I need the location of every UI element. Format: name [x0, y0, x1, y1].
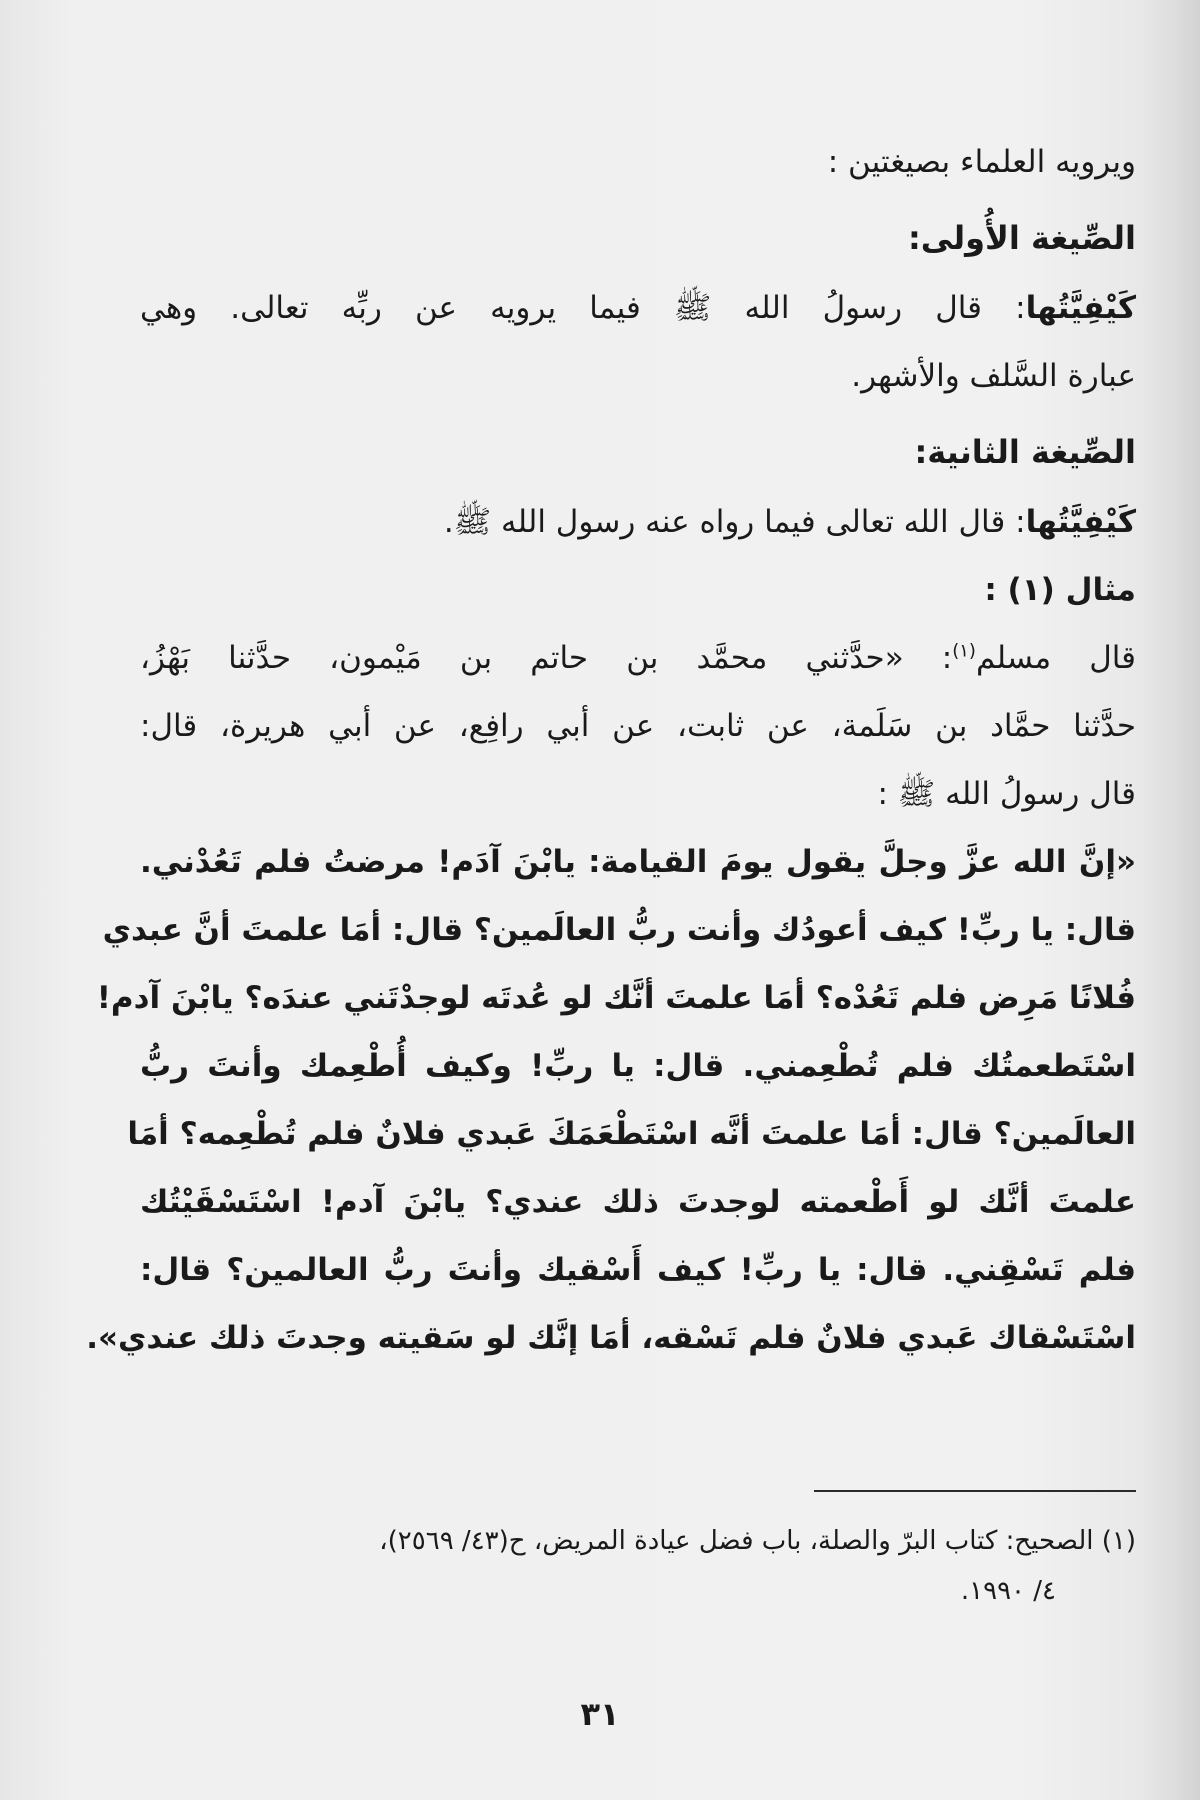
- example-line-1-a: قال مسلم: [975, 640, 1137, 676]
- page-number: ٣١: [580, 1695, 620, 1733]
- main-text: [86, 128, 1137, 1372]
- example-line-1-b: : «حدَّثني محمَّد بن حاتم بن مَيْمون، حدَّثنا بَهْزُ،: [140, 640, 953, 676]
- example-line-1: [140, 624, 1136, 692]
- footnote-divider: [814, 1490, 1136, 1492]
- hadith-line: قال: يا ربِّ! كيف أعودُك وأنت ربُّ العالَمين؟ قال: أمَا علمتَ أنَّ عبدي: [102, 912, 1136, 948]
- example-label: مثال (١) :: [984, 572, 1136, 608]
- form2-heading: الصِّيغة الثانية:: [914, 433, 1136, 471]
- hadith-line: اسْتَسْقاك عَبدي فلانٌ فلم تَسْقه، أمَا إنَّك لو سَقيته وجدتَ ذلك عندي».: [86, 1320, 1136, 1356]
- footnote-ref: (١): [952, 640, 976, 662]
- example-line-2: حدَّثنا حمَّاد بن سَلَمة، عن ثابت، عن أبي رافِع، عن أبي هريرة، قال:: [140, 708, 1136, 744]
- hadith-line: فُلانًا مَرِض فلم تَعُدْه؟ أمَا علمتَ أنَّك لو عُدتَه لوجدْتَني عندَه؟ يابْنَ آدم!: [96, 980, 1136, 1016]
- form1-text-1: : قال رسولُ الله ﷺ فيما يرويه عن ربِّه تعالى. وهي: [140, 290, 1026, 326]
- hadith-line: علمتَ أنَّك لو أَطْعمته لوجدتَ ذلك عندي؟ يابْنَ آدم! اسْتَسْقَيْتُك: [140, 1184, 1136, 1220]
- intro-line: ويرويه العلماء بصيغتين :: [827, 144, 1136, 180]
- form1-heading: الصِّيغة الأُولى:: [907, 219, 1136, 257]
- hadith-line: «إنَّ الله عزَّ وجلَّ يقول يومَ القيامة: يابْنَ آدَم! مرضتُ فلم تَعُدْني.: [140, 844, 1136, 880]
- spine-shadow: [1140, 0, 1200, 1800]
- form2-text-1: : قال الله تعالى فيما رواه عنه رسول الله ﷺ.: [443, 504, 1026, 540]
- hadith-line: فلم تَسْقِني. قال: يا ربِّ! كيف أَسْقيك وأنتَ ربُّ العالمين؟ قال:: [140, 1252, 1136, 1288]
- form1-line-2: عبارة السَّلف والأشهر.: [851, 358, 1136, 394]
- hadith-line: اسْتَطعمتُك فلم تُطْعِمني. قال: يا ربِّ! وكيف أُطْعِمك وأنتَ ربُّ: [140, 1048, 1136, 1084]
- form1-label: كَيْفِيَّتُها: [1025, 290, 1136, 326]
- form2-label: كَيْفِيَّتُها: [1025, 504, 1136, 540]
- form2-line-1: [140, 488, 1136, 556]
- example-line-3: قال رسولُ الله ﷺ :: [877, 776, 1136, 812]
- footnote-line: ٤/ ١٩٩٠.: [960, 1576, 1056, 1606]
- hadith-line: العالَمين؟ قال: أمَا علمتَ أنَّه اسْتَطْعَمَكَ عَبدي فلانٌ فلم تُطْعِمه؟ أمَا: [127, 1116, 1136, 1152]
- footnotes: [140, 1516, 1136, 1616]
- form1-line-1: [140, 274, 1136, 342]
- footnote-line: (١) الصحيح: كتاب البرّ والصلة، باب فضل عيادة المريض، ح(٤٣/ ٢٥٦٩)،: [379, 1526, 1136, 1556]
